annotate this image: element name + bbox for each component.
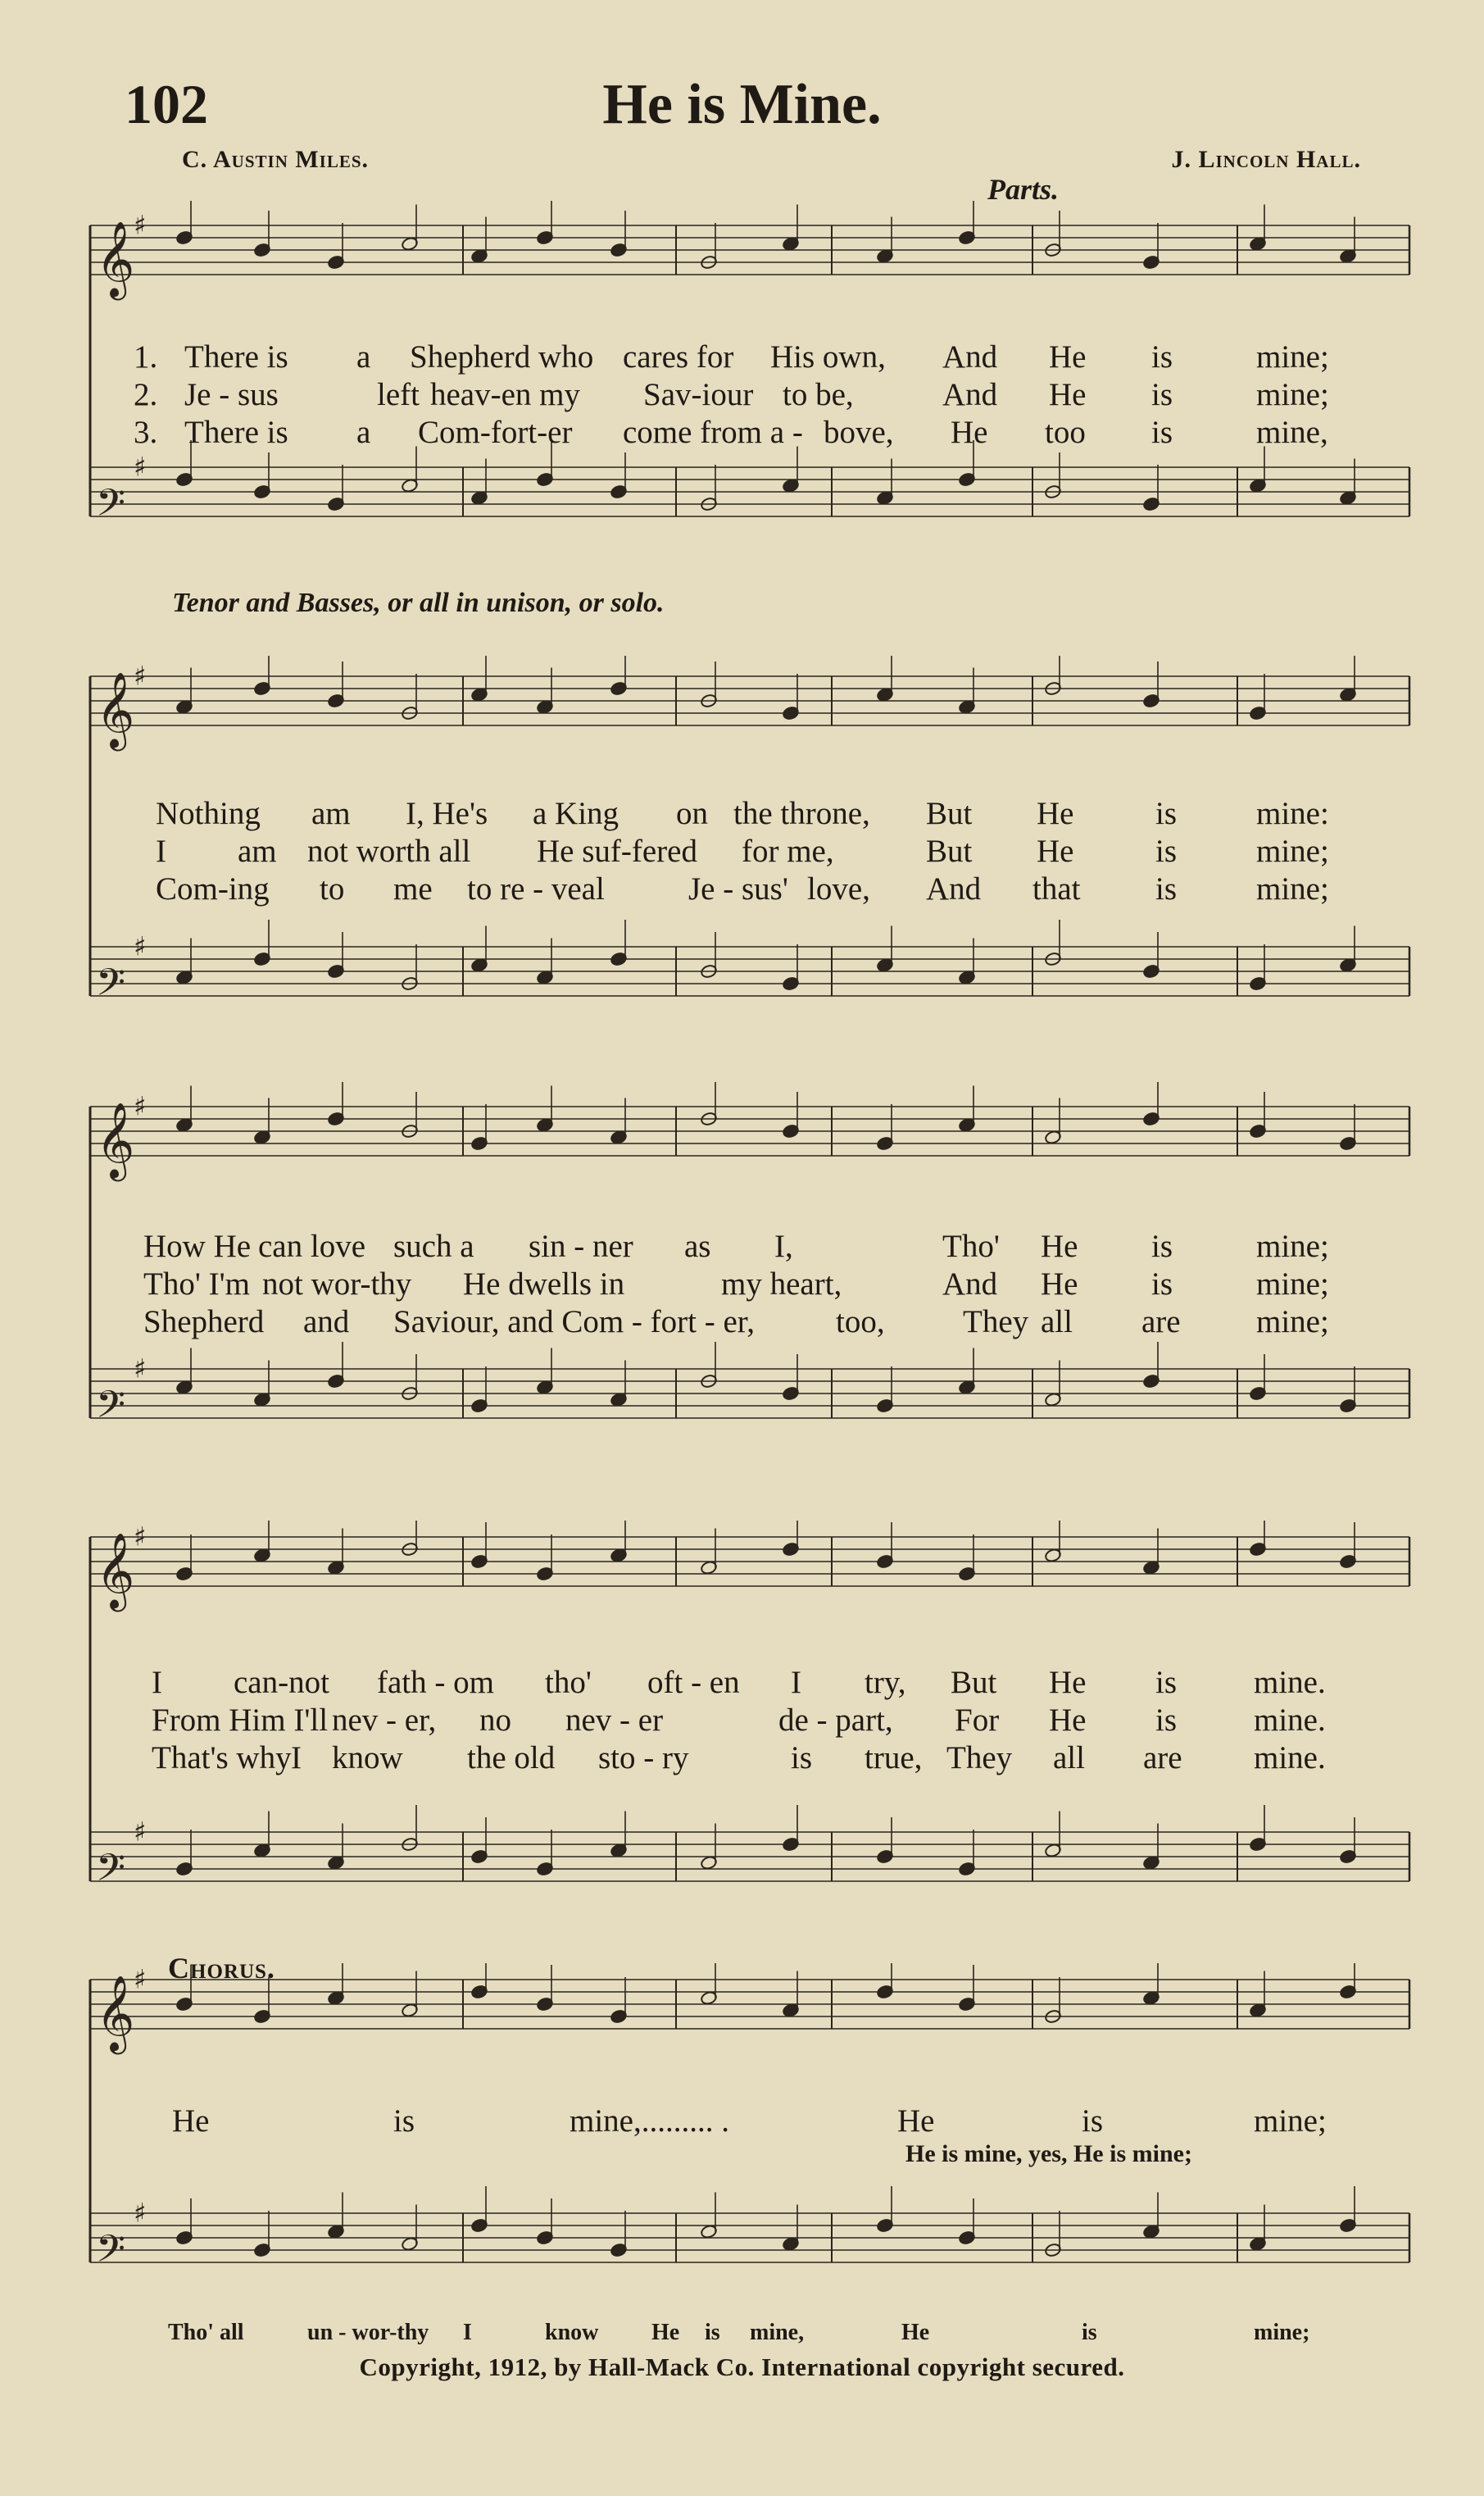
- music-system-4: [86, 1521, 1414, 1947]
- copyright-notice: Copyright, 1912, by Hall-Mack Co. International copyright secured.: [359, 2353, 1125, 2381]
- music-system-chorus: [86, 1963, 1414, 2348]
- svg-text:♯: ♯: [134, 1816, 147, 1848]
- lyric-line-2-1: Nothing am I, He's a King on the throne, But He is mine:: [156, 796, 1329, 831]
- lyric-line-2-3: Com-ing to me to re - veal Je - sus' love, And that is mine;: [156, 871, 1329, 907]
- lyric-line-1-2: 2. Je - sus left heav-en my Sav-iour to be, And He is mine;: [134, 377, 1329, 412]
- hymn-title: He is Mine.: [602, 73, 882, 136]
- svg-text:𝄢: 𝄢: [96, 1846, 126, 1899]
- lyric-line-2-2: I am not worth all He suf-fered for me, But He is mine;: [156, 834, 1329, 869]
- svg-text:𝄞: 𝄞: [96, 1975, 135, 2051]
- svg-text:♯: ♯: [134, 1963, 147, 1995]
- svg-text:𝄞: 𝄞: [96, 1102, 135, 1178]
- svg-text:𝄢: 𝄢: [96, 1383, 126, 1436]
- svg-text:♯: ♯: [134, 930, 147, 962]
- tenor-bass-note: Tenor and Basses, or all in unison, or solo.: [172, 588, 665, 618]
- lyricist-credit: C. Austin Miles.: [182, 146, 370, 173]
- svg-text:♯: ♯: [134, 451, 147, 483]
- svg-text:♯: ♯: [134, 660, 147, 692]
- svg-text:𝄢: 𝄢: [96, 2227, 126, 2280]
- music-system-3: [86, 1082, 1414, 1508]
- svg-text:𝄞: 𝄞: [96, 1532, 135, 1608]
- svg-text:𝄢: 𝄢: [96, 961, 126, 1014]
- svg-text:♯: ♯: [134, 209, 147, 241]
- svg-text:𝄞: 𝄞: [96, 671, 135, 748]
- lyric-line-4-3: That's why I know the old sto - ry is true, They all are mine.: [152, 1740, 1326, 1775]
- svg-text:𝄢: 𝄢: [96, 481, 126, 534]
- staff-notation-chorus: [86, 1963, 1414, 2348]
- svg-text:♯: ♯: [134, 1353, 147, 1384]
- composer-credit: J. Lincoln Hall.: [1171, 146, 1361, 173]
- svg-text:♯: ♯: [134, 2197, 147, 2229]
- lyric-line-3-2: Tho' I'm not wor-thy He dwells in my heart, And He is mine;: [143, 1266, 1329, 1302]
- chorus-label: Chorus.: [168, 1952, 275, 1985]
- svg-text:𝄞: 𝄞: [96, 221, 135, 297]
- svg-text:♯: ♯: [134, 1521, 147, 1553]
- svg-text:♯: ♯: [134, 1090, 147, 1122]
- music-system-2: [86, 656, 1414, 1082]
- lyric-line-3-1: How He can love such a sin - ner as I, Tho' He is mine;: [143, 1229, 1329, 1264]
- chorus-lyric-line: He is mine,......... . He is mine;: [172, 2103, 1327, 2139]
- chorus-alt-lyric: He is mine, yes, He is mine;: [905, 2140, 1192, 2167]
- lyric-line-4-2: From Him I'll nev - er, no nev - er de - part, For He is mine.: [152, 1703, 1326, 1738]
- chorus-bass-lyric-line: Tho' all un - wor-thy I know He is mine, He is mine;: [168, 2320, 1310, 2345]
- lyric-line-1-1: 1. There is a Shepherd who cares for His own, And He is mine;: [134, 339, 1329, 375]
- lyric-line-1-3: 3. There is a Com-fort-er come from a - bove, He too is mine,: [134, 415, 1328, 450]
- music-system-1: [86, 201, 1414, 618]
- parts-mark: Parts.: [987, 173, 1060, 206]
- lyric-line-3-3: Shepherd and Saviour, and Com - fort - er, too, They all are mine;: [143, 1304, 1329, 1339]
- lyric-line-4-1: I can-not fath - om tho' oft - en I try, But He is mine.: [152, 1665, 1326, 1700]
- hymn-number: 102: [125, 73, 208, 135]
